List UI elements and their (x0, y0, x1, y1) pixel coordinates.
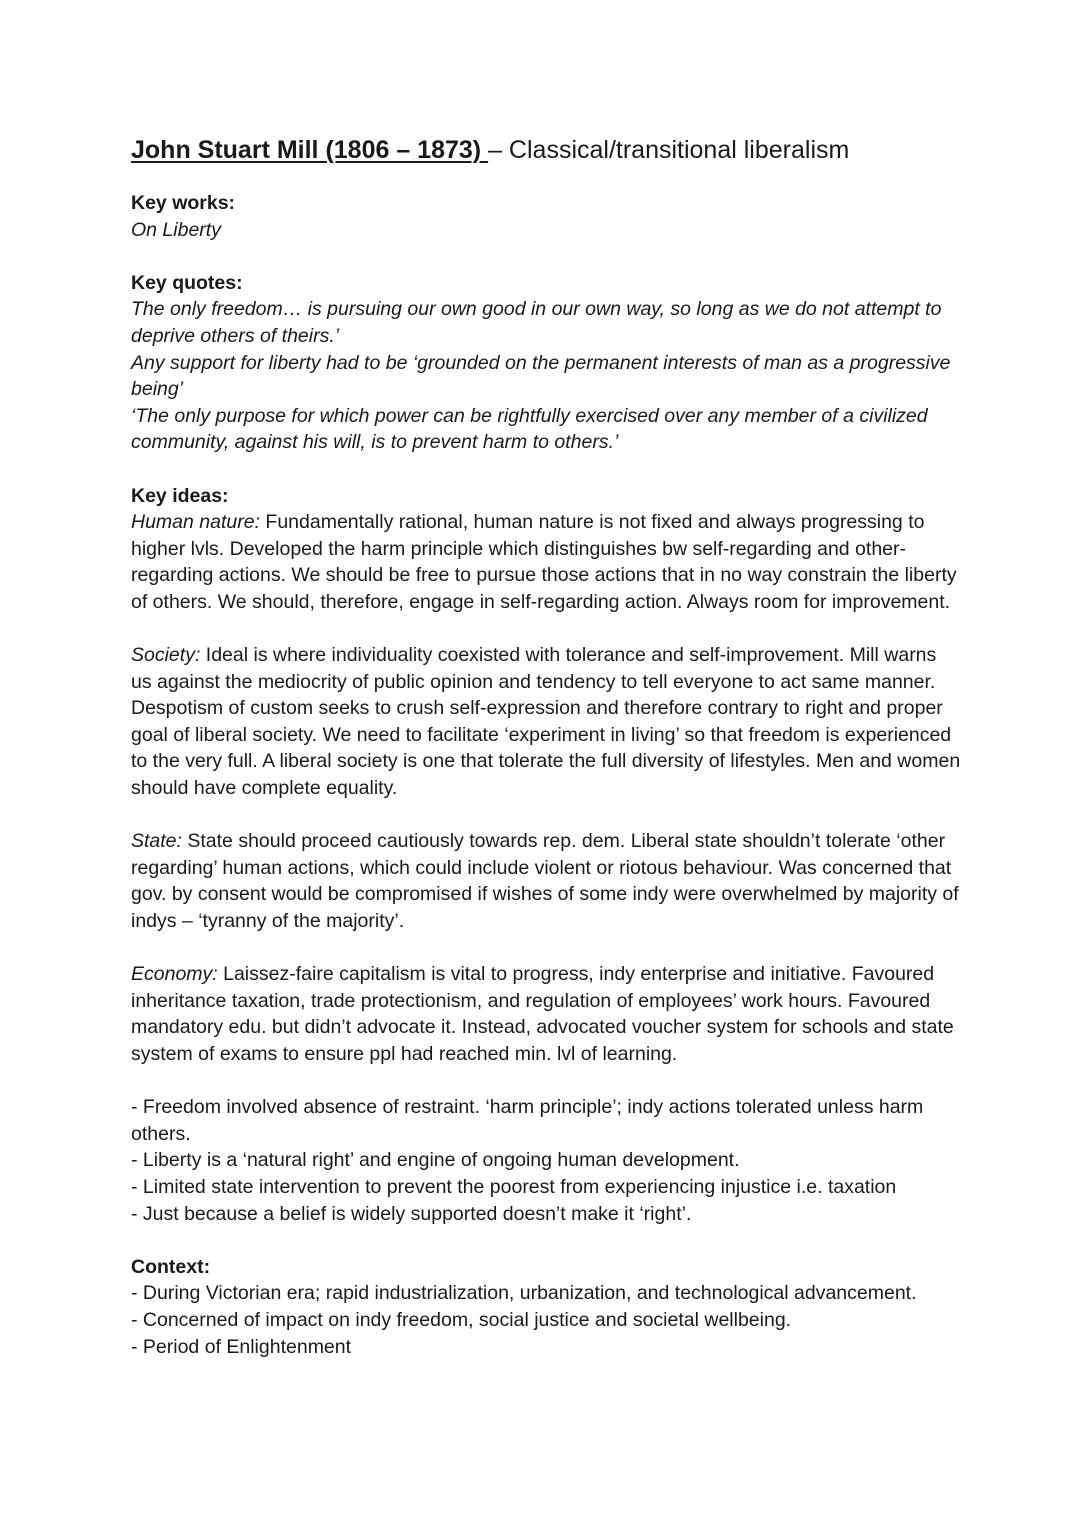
society-paragraph (131, 642, 961, 802)
key-ideas-section (131, 483, 961, 1228)
list-item: - Just because a belief is widely supported doesn’t make it ‘right’. (131, 1202, 692, 1225)
key-ideas-bullet-list (131, 1094, 961, 1227)
title-name-dates: John Stuart Mill (1806 – 1873) (131, 136, 489, 164)
document-page (131, 134, 961, 1360)
list-item: - During Victorian era; rapid industrialization, urbanization, and technological advancement. (131, 1282, 917, 1305)
quote-2: Any support for liberty had to be ‘grounded on the permanent interests of man as a progressive being’ (131, 351, 951, 401)
list-item: - Limited state intervention to prevent the poorest from experiencing injustice i.e. taxation (131, 1175, 897, 1198)
economy-text: Laissez-faire capitalism is vital to progress, indy enterprise and initiative. Favoured inheritance taxation, trade protectionism, and regulation of employees’ work hours. Favoured mandatory edu. but didn’t advocate it. Instead, advocated voucher system for schools and state system of exams to ensure ppl had reached min. lvl of learning. (131, 963, 954, 1065)
list-item: - Concerned of impact on indy freedom, social justice and societal wellbeing. (131, 1308, 792, 1331)
state-label: State: (131, 830, 182, 853)
human-nature-label: Human nature: (131, 511, 260, 534)
key-quotes-heading: Key quotes: (131, 271, 243, 294)
key-ideas-heading: Key ideas: (131, 484, 229, 507)
economy-paragraph (131, 961, 961, 1067)
title-subtitle: – Classical/transitional liberalism (488, 136, 850, 164)
society-label: Society: (131, 644, 201, 667)
page-title (131, 134, 961, 166)
key-work-item: On Liberty (131, 218, 221, 241)
human-nature-paragraph (131, 509, 961, 615)
list-item: - Liberty is a ‘natural right’ and engine of ongoing human development. (131, 1149, 740, 1172)
list-item: - Freedom involved absence of restraint. ‘harm principle’; indy actions tolerated unless harm others. (131, 1096, 924, 1145)
state-text: State should proceed cautiously towards rep. dem. Liberal state shouldn’t tolerate ‘other regarding’ human actions, which could include violent or riotous behaviour. Was concerned that gov. by consent would be compromised if wishes of some indy were overwhelmed by majority of indys – ‘tyranny of the majority’. (131, 830, 959, 933)
human-nature-text: Fundamentally rational, human nature is not fixed and always progressing to higher lvls. Developed the harm principle which distinguishes bw self-regarding and other-regarding actions. We should be free to pursue those actions that in no way constrain the liberty of others. We should, therefore, engage in self-regarding action. Always room for improvement. (131, 511, 957, 613)
key-works-heading: Key works: (131, 192, 236, 214)
quote-3: ‘The only purpose for which power can be rightfully exercised over any member of a civilized community, against his will, is to prevent harm to others.’ (131, 404, 928, 454)
quote-1: The only freedom… is pursuing our own good in our own way, so long as we do not attempt to deprive others of theirs.’ (131, 298, 942, 347)
economy-label: Economy: (131, 963, 218, 986)
context-section (131, 1254, 961, 1360)
context-heading: Context: (131, 1255, 211, 1278)
key-works-section (131, 190, 961, 243)
list-item: - Period of Enlightenment (131, 1335, 352, 1358)
society-text: Ideal is where individuality coexisted with tolerance and self-improvement. Mill warns us against the mediocrity of public opinion and tendency to tell everyone to act same manner. Despotism of custom seeks to crush self-expression and therefore contrary to right and proper goal of liberal society. We need to facilitate ‘experiment in living’ so that freedom is experienced to the very full. A liberal society is one that tolerate the full diversity of lifestyles. Men and women should have complete equality. (131, 644, 961, 800)
state-paragraph (131, 828, 961, 934)
key-quotes-section (131, 270, 961, 456)
